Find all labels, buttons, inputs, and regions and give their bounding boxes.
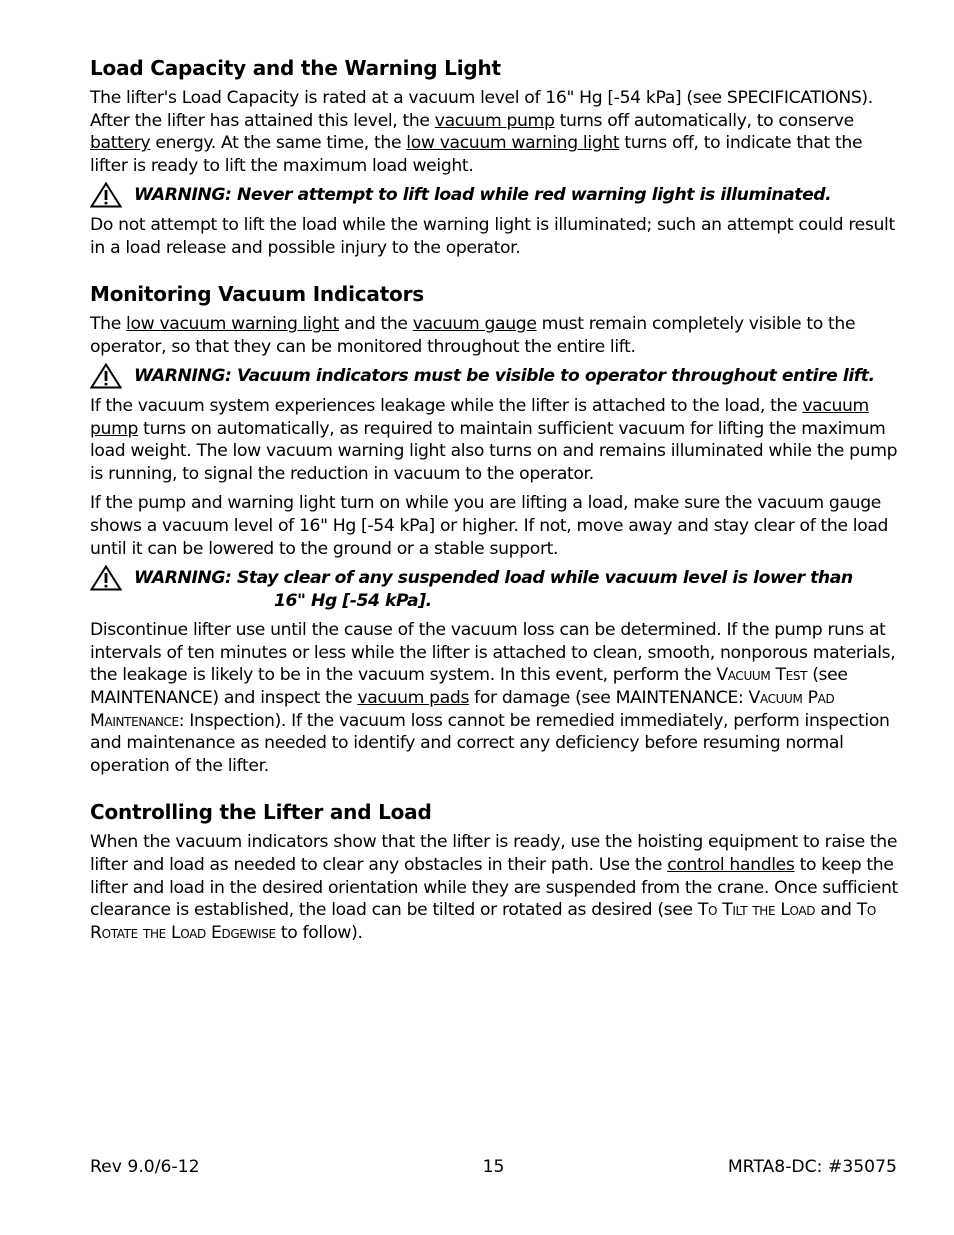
paragraph: If the pump and warning light turn on while you are lifting a load, make sure the vacuum gauge shows a vacuum level of 16" Hg [-54 kPa] or higher. If not, move away and stay clear of the load until it can be lowered to the ground or a stable support.: [90, 493, 889, 559]
section-monitoring-vacuum: [90, 281, 902, 777]
warning-text-continued: 16" Hg [-54 kPa].: [274, 590, 432, 611]
warning-text: WARNING: Vacuum indicators must be visible to operator throughout entire lift.: [134, 366, 875, 387]
link-low-vacuum-warning-light[interactable]: low vacuum warning light: [406, 133, 620, 154]
warning-triangle-icon: [90, 182, 122, 208]
paragraph: If the vacuum system experiences leakage while the lifter is attached to the load, the vacuum pump turns on automatically, as required to maintain sufficient vacuum for lifting the maximum load weight. The low vacuum warning light also turns on and remains illuminated while the pump is running, to signal the reduction in vacuum to the operator.: [90, 395, 898, 484]
ref-to-rotate-the-load-edgewise: To Rotate the Load Edgewise: [90, 900, 876, 943]
paragraph: Discontinue lifter use until the cause of the vacuum loss can be determined. If the pump runs at intervals of ten minutes or less while the lifter is attached to clean, smooth, nonporous materials, the leakage is likely to be in the vacuum system. In this event, perform the Vacuum Test (see MAINTENANCE) and inspect the vacuum pads for damage (see MAINTENANCE: Vacuum Pad Maintenance: Inspection). If the vacuum loss cannot be remedied immediately, perform inspection and maintenance as needed to identify and correct any deficiency before resuming normal operation of the lifter.: [90, 620, 896, 776]
document-body: [90, 55, 902, 966]
link-vacuum-gauge[interactable]: vacuum gauge: [412, 314, 537, 335]
paragraph: Do not attempt to lift the load while the warning light is illuminated; such an attempt could result in a load release and possible injury to the operator.: [90, 214, 895, 258]
heading-controlling-lifter: Controlling the Lifter and Load: [90, 800, 432, 825]
page-footer: [90, 1156, 897, 1180]
link-vacuum-pump[interactable]: vacuum pump: [90, 395, 869, 439]
section-load-capacity: [90, 55, 902, 259]
link-control-handles[interactable]: control handles: [667, 855, 795, 876]
warning-callout: [90, 365, 902, 388]
link-vacuum-pump[interactable]: vacuum pump: [434, 110, 555, 131]
warning-triangle-icon: [90, 565, 122, 591]
footer-model-number: MRTA8-DC: #35075: [727, 1157, 897, 1177]
ref-vacuum-pad-maintenance: Vacuum Pad Maintenance: [90, 688, 835, 731]
warning-text: WARNING: Stay clear of any suspended load while vacuum level is lower than: [134, 568, 853, 589]
footer-revision: Rev 9.0/6-12: [90, 1157, 200, 1177]
warning-text: WARNING: Never attempt to lift load while red warning light is illuminated.: [134, 185, 832, 206]
paragraph: The lifter's Load Capacity is rated at a vacuum level of 16" Hg [-54 kPa] (see SPECIFICATIONS). After the lifter has attained this level, the vacuum pump turns off automatically, to conserve battery energy. At the same time, the low vacuum warning light turns off, to indicate that the lifter is ready to lift the maximum load weight.: [90, 88, 873, 176]
link-vacuum-pads[interactable]: vacuum pads: [357, 688, 470, 709]
warning-callout: [90, 184, 902, 207]
link-battery[interactable]: battery: [90, 133, 151, 154]
ref-vacuum-test: Vacuum Test: [716, 665, 808, 686]
link-low-vacuum-warning-light[interactable]: low vacuum warning light: [126, 314, 339, 335]
paragraph: The low vacuum warning light and the vacuum gauge must remain completely visible to the operator, so that they can be monitored throughout the entire lift.: [90, 314, 856, 357]
section-controlling-lifter: [90, 799, 902, 944]
paragraph: When the vacuum indicators show that the lifter is ready, use the hoisting equipment to raise the lifter and load as needed to clear any obstacles in their path. Use the control handles to keep the lifter and load in the desired orientation while they are suspended from the crane. Once sufficient clearance is established, the load can be tilted or rotated as desired (see To Tilt the Load and To Rotate the Load Edgewise to follow).: [90, 832, 898, 943]
heading-load-capacity: Load Capacity and the Warning Light: [90, 56, 501, 80]
warning-triangle-icon: [90, 363, 122, 389]
warning-callout: [90, 567, 902, 612]
footer-page-number: 15: [482, 1157, 505, 1177]
heading-monitoring-vacuum: Monitoring Vacuum Indicators: [90, 282, 424, 307]
ref-to-tilt-the-load: To Tilt the Load: [697, 900, 816, 921]
